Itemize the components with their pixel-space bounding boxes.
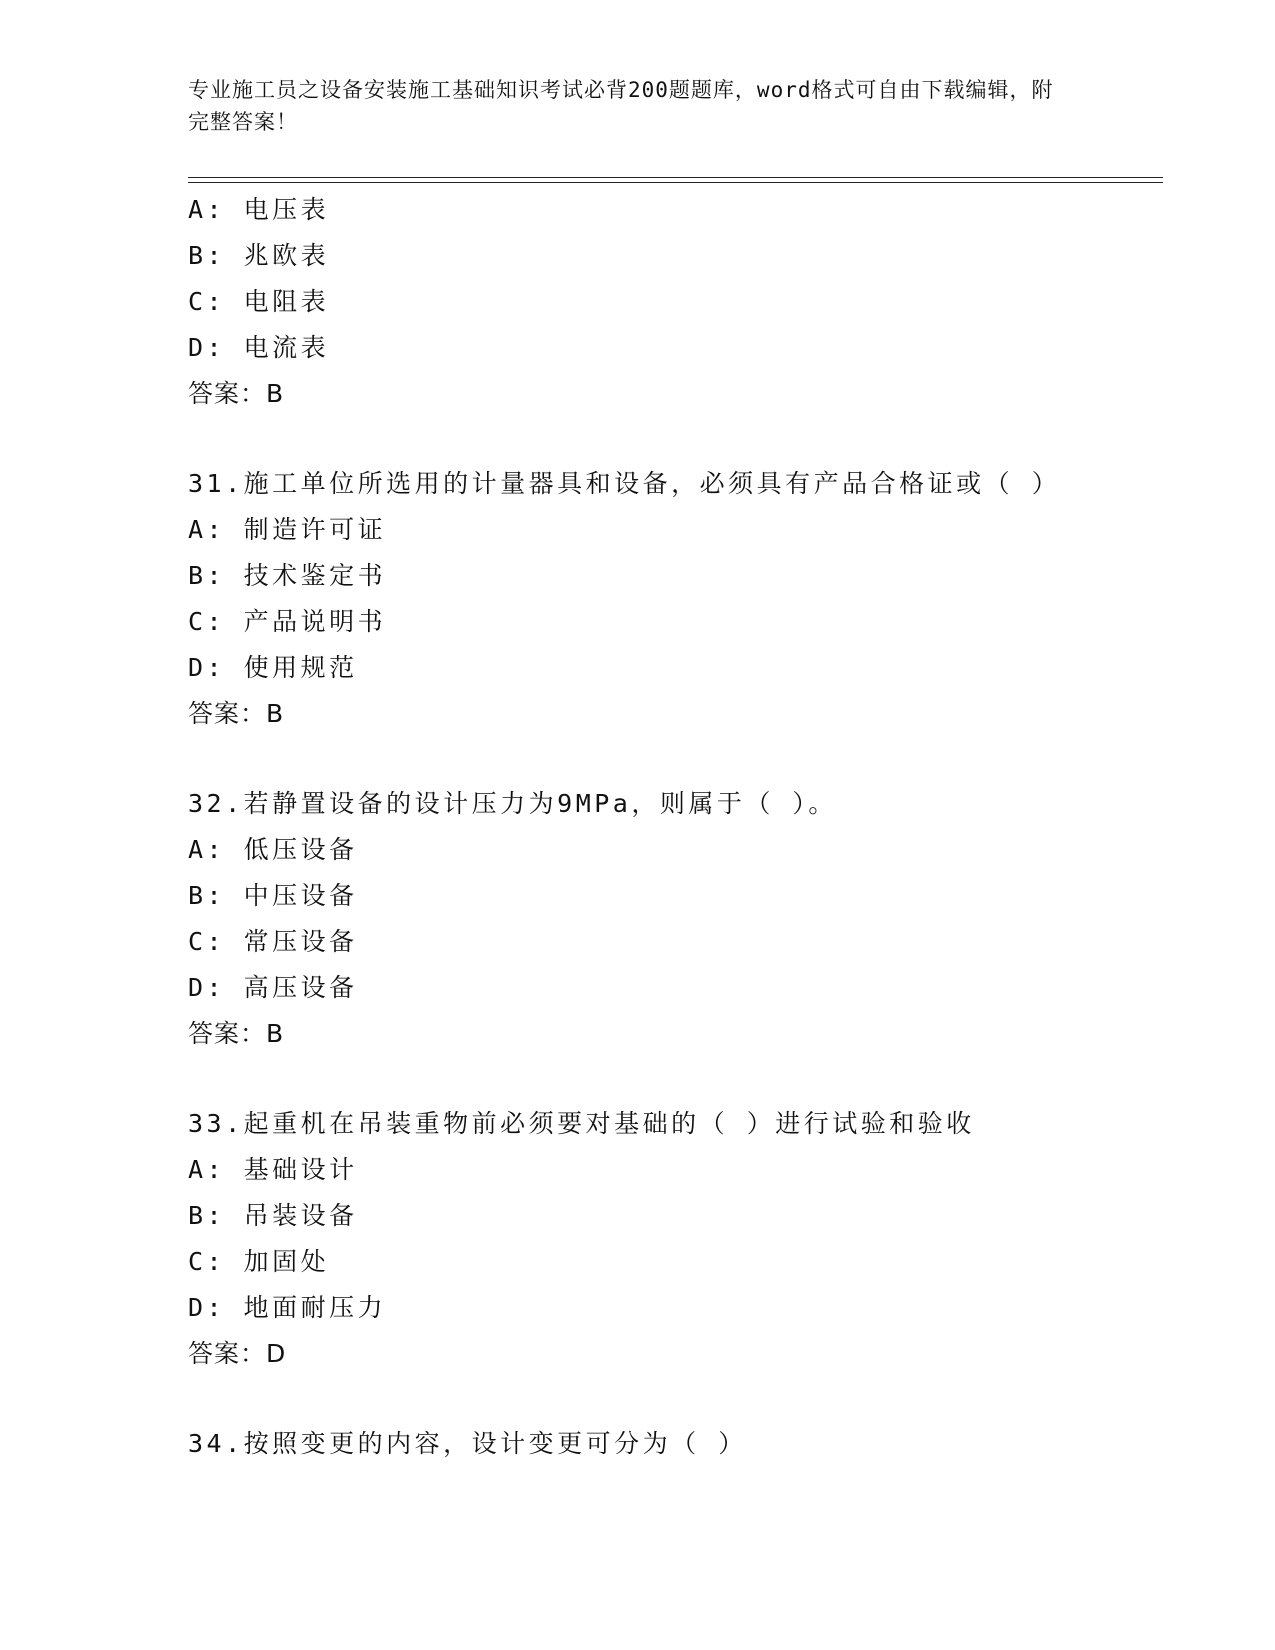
option-c: C: 加固处 xyxy=(188,1247,330,1276)
option-c: C: 产品说明书 xyxy=(188,607,387,636)
option-d: D: 地面耐压力 xyxy=(188,1293,387,1322)
answer-text: 答案：B xyxy=(188,379,285,408)
question-block-32 xyxy=(188,781,1163,1057)
question-block-30 xyxy=(188,187,1163,417)
header-divider-bottom xyxy=(188,182,1163,183)
option-a: A: 制造许可证 xyxy=(188,515,387,544)
question-block-33 xyxy=(188,1101,1163,1377)
question-text: 31.施工单位所选用的计量器具和设备，必须具有产品合格证或（ ） xyxy=(188,469,1061,498)
option-d: D: 高压设备 xyxy=(188,973,358,1002)
document-header xyxy=(188,74,1068,138)
answer-text: 答案：B xyxy=(188,699,285,728)
option-b: B: 兆欧表 xyxy=(188,241,330,270)
question-text: 33.起重机在吊装重物前必须要对基础的（ ）进行试验和验收 xyxy=(188,1109,975,1138)
option-a: A: 低压设备 xyxy=(188,835,358,864)
question-block-31 xyxy=(188,461,1163,737)
answer-text: 答案：B xyxy=(188,1019,285,1048)
option-c: C: 常压设备 xyxy=(188,927,358,956)
question-text: 34.按照变更的内容，设计变更可分为（ ） xyxy=(188,1429,747,1458)
option-b: B: 技术鉴定书 xyxy=(188,561,387,590)
option-d: D: 使用规范 xyxy=(188,653,358,682)
option-b: B: 中压设备 xyxy=(188,881,358,910)
option-b: B: 吊装设备 xyxy=(188,1201,358,1230)
option-d: D: 电流表 xyxy=(188,333,330,362)
option-a: A: 电压表 xyxy=(188,195,330,224)
header-divider-top xyxy=(188,177,1163,178)
question-list xyxy=(188,187,1163,1467)
option-c: C: 电阻表 xyxy=(188,287,330,316)
option-a: A: 基础设计 xyxy=(188,1155,358,1184)
header-text: 专业施工员之设备安装施工基础知识考试必背200题题库，word格式可自由下载编辑，附完整答案！ xyxy=(188,78,1054,134)
question-block-34 xyxy=(188,1421,1163,1467)
answer-text: 答案：D xyxy=(188,1339,287,1368)
question-text: 32.若静置设备的设计压力为9MPa，则属于（ ）。 xyxy=(188,789,837,818)
